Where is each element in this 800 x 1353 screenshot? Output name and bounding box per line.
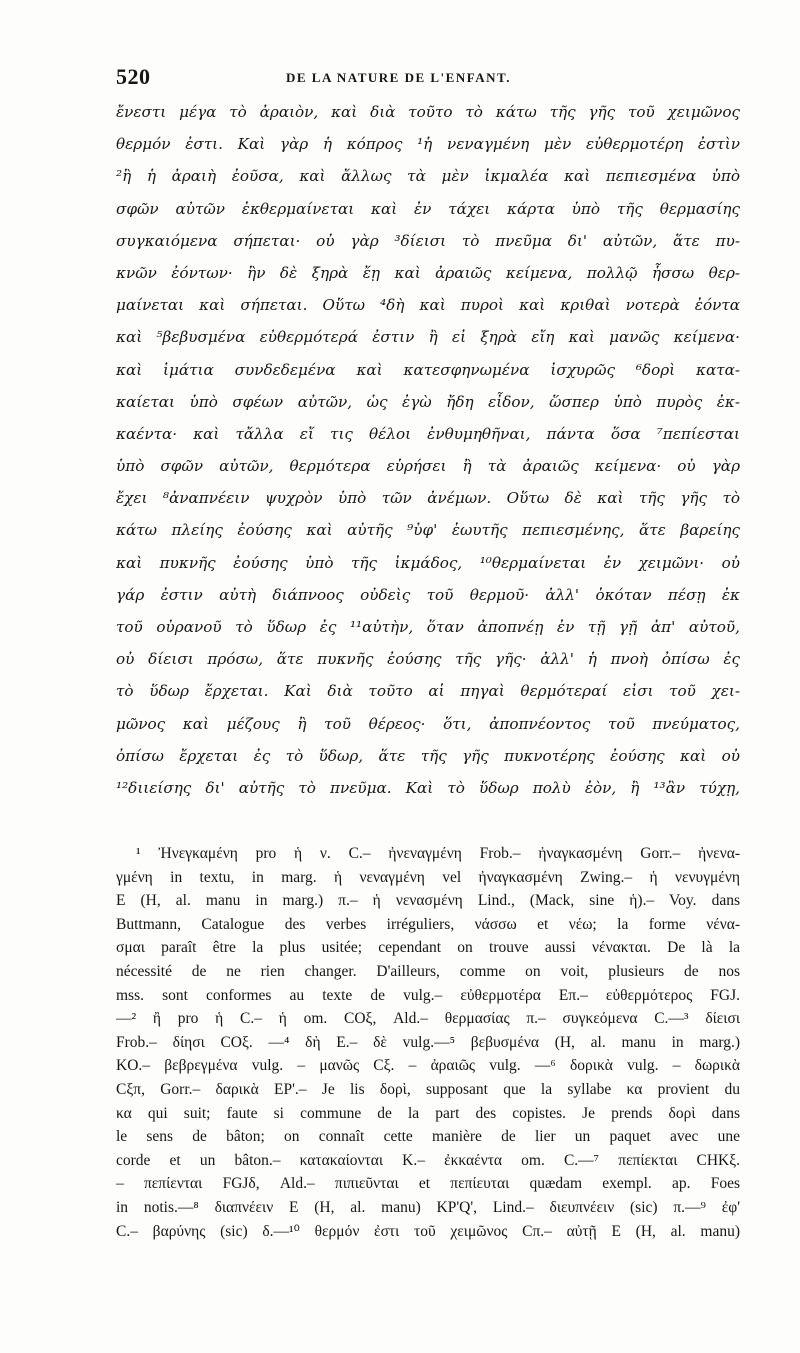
text-line: ἔνεστι μέγα τὸ ἀραιὸν, καὶ διὰ τοῦτο τὸ κάτω τῆς γῆς τοῦ χειμῶνος (116, 103, 740, 121)
text-line: ὀπίσω ἔρχεται ἐς τὸ ὕδωρ, ἅτε τῆς γῆς πυκνοτέρης ἐούσης καὶ οὐ (116, 746, 740, 765)
footnote-line: γμένη in textu, in marg. ἡ νεναγμένη vel ἠναγκασμένη Zwing.– ἡ νενυγμένη (116, 868, 740, 886)
footnote-line: KO.– βεβρεγμένα vulg. – μανῶς Cξ. – ἀραιῶς vulg. —⁶ δορικὰ vulg. – δωρικὰ (116, 1057, 740, 1075)
footnote-line: C.– βαρύνης (sic) δ.—¹⁰ θερμόν ἐστι τοῦ χειμῶνος Cπ.– αὐτῇ E (H, al. manu) (116, 1222, 740, 1240)
text-line: τὸ ὕδωρ ἔρχεται. Καὶ διὰ τοῦτο αἱ πηγαὶ θερμότεραί εἰσι τοῦ χει- (116, 682, 740, 701)
text-line: καὶ ἱμάτια συνδεδεμένα καὶ κατεσφηνωμένα ἰσχυρῶς ⁶δορὶ κατα- (116, 360, 740, 379)
text-line: ¹²διιείσης δι' αὐτῆς τὸ πνεῦμα. Καὶ τὸ ὕδωρ πολὺ ἐὸν, ἢ ¹³ἂν τύχῃ, (116, 778, 740, 797)
text-line: ²ἢ ἡ ἀραιὴ ἐοῦσα, καὶ ἄλλως τὰ μὲν ἰκμαλέα καὶ πεπιεσμένα ὑπὸ (116, 167, 740, 186)
text-line: γάρ ἐστιν αὐτὴ διάπνοος οὐδεὶς τοῦ θερμοῦ· ἀλλ' ὁκόταν πέσῃ ἐκ (116, 585, 740, 604)
footnote-line: nécessité de ne rien changer. D'ailleurs, comme on voit, plusieurs de nos (116, 962, 740, 980)
footnotes-block (116, 842, 740, 1243)
page-number: 520 (116, 64, 151, 89)
page-header (116, 64, 736, 94)
main-text-block (116, 96, 740, 804)
footnote-line: Frob.– δίησι COξ. —⁴ δὴ E.– δὲ vulg.—⁵ βεβυσμένα (H, al. manu in marg.) (116, 1033, 740, 1051)
footnote-line: mss. sont conformes au texte de vulg.– εὐθερμοτέρα Eπ.– εὐθερμότερος FGJ. (116, 986, 740, 1004)
text-line: τοῦ οὐρανοῦ τὸ ὕδωρ ἐς ¹¹αὐτὴν, ὅταν ἀποπνέῃ ἐν τῇ γῇ ἀπ' αὐτοῦ, (116, 618, 740, 636)
text-line: οὐ δίεισι πρόσω, ἅτε πυκνῆς ἐούσης τῆς γῆς· ἀλλ' ἡ πνοὴ ὀπίσω ἐς (116, 650, 740, 669)
footnote-line: le sens de bâton; on connaît cette manière de lier un paquet avec une (116, 1128, 740, 1146)
footnote-line: in notis.—⁸ διαπνέειν E (H, al. manu) KP'Q', Lind.– διευπνέειν (sic) π.—⁹ ἐφ' (116, 1198, 740, 1216)
text-line: καὶ ⁵βεβυσμένα εὐθερμότερά ἐστιν ἢ εἰ ξηρὰ εἴη καὶ μανῶς κείμενα· (116, 328, 740, 347)
footnote-line: ¹ Ἠνεγκαμένη pro ἡ ν. C.– ἠνεναγμένη Frob.– ἠναγκασμένη Gorr.– ἠνενα- (136, 845, 740, 862)
text-line: καίεται ὑπὸ σφέων αὐτῶν, ὡς ἐγὼ ἤδη εἶδον, ὥσπερ ὑπὸ πυρὸς ἐκ- (116, 392, 740, 411)
text-line: μαίνεται καὶ σήπεται. Οὕτω ⁴δὴ καὶ πυροὶ καὶ κριθαὶ νοτερὰ ἐόντα (116, 296, 740, 315)
text-line: συγκαιόμενα σήπεται· οὐ γὰρ ³δίεισι τὸ πνεῦμα δι' αὐτῶν, ἅτε πυ- (116, 231, 740, 250)
text-line: θερμόν ἐστι. Καὶ γὰρ ἡ κόπρος ¹ἡ νεναγμένη μὲν εὐθερμοτέρη ἐστὶν (116, 135, 740, 154)
text-line: καέντα· καὶ τἄλλα εἴ τις θέλοι ἐνθυμηθῆναι, πάντα ὅσα ⁷πεπίεσται (116, 424, 740, 443)
footnote-line: Cξπ, Gorr.– δαρικὰ EP'.– Je lis δορὶ, supposant que la syllabe κα provient du (116, 1080, 740, 1098)
footnote-line: Buttmann, Catalogue des verbes irréguliers, νάσσω et νέω; la forme νένα- (116, 915, 740, 933)
text-line: καὶ πυκνῆς ἐούσης ὑπὸ τῆς ἰκμάδος, ¹⁰θερμαίνεται ἐν χειμῶνι· οὐ (116, 553, 740, 572)
footnote-line: σμαι paraît être la plus usitée; cependant on trouve aussi νένακται. De là la (116, 939, 740, 957)
footnote-line: —² ἢ pro ἡ C.– ἡ om. COξ, Ald.– θερμασίας π.– συγκεόμενα C.—³ δίεισι (116, 1010, 740, 1028)
text-line: κνῶν ἐόντων· ἢν δὲ ξηρὰ ἔῃ καὶ ἀραιῶς κείμενα, πολλῷ ἧσσω θερ- (116, 263, 740, 282)
text-line: κάτω πλείης ἐούσης καὶ αὐτῆς ⁹ὑφ' ἑωυτῆς πεπιεσμένης, ἅτε βαρείης (116, 521, 740, 540)
text-line: μῶνος καὶ μέζους ἢ τοῦ θέρεος· ὅτι, ἀποπνέοντος τοῦ πνεύματος, (116, 714, 740, 733)
footnote-line: κα qui suit; faute si commune de la part des copistes. Je prends δορὶ dans (116, 1104, 740, 1122)
text-line: ὑπὸ σφῶν αὐτῶν, θερμότερα εὑρήσει ἢ τὰ ἀραιῶς κείμενα· οὐ γὰρ (116, 457, 740, 476)
text-line: ἔχει ⁸ἀναπνέειν ψυχρὸν ὑπὸ τῶν ἀνέμων. Οὕτω δὲ καὶ τῆς γῆς τὸ (116, 489, 740, 508)
footnote-line: corde et un bâton.– κατακαίονται K.– ἐκκαέντα om. C.—⁷ πεπίεκται CHKξ. (116, 1151, 740, 1169)
footnote-line: – πεπίενται FGJδ, Ald.– πιπιεῦνται et πεπίευται quædam exempl. ap. Foes (116, 1175, 740, 1193)
footnote-line: E (H, al. manu in marg.) π.– ἡ νενασμένη Lind., (Mack, sine ἡ).– Voy. dans (116, 892, 740, 910)
running-head: DE LA NATURE DE L'ENFANT. (286, 70, 511, 85)
text-line: σφῶν αὐτῶν ἐκθερμαίνεται καὶ ἐν τάχει κάρτα ὑπὸ τῆς θερμασίης (116, 199, 740, 218)
